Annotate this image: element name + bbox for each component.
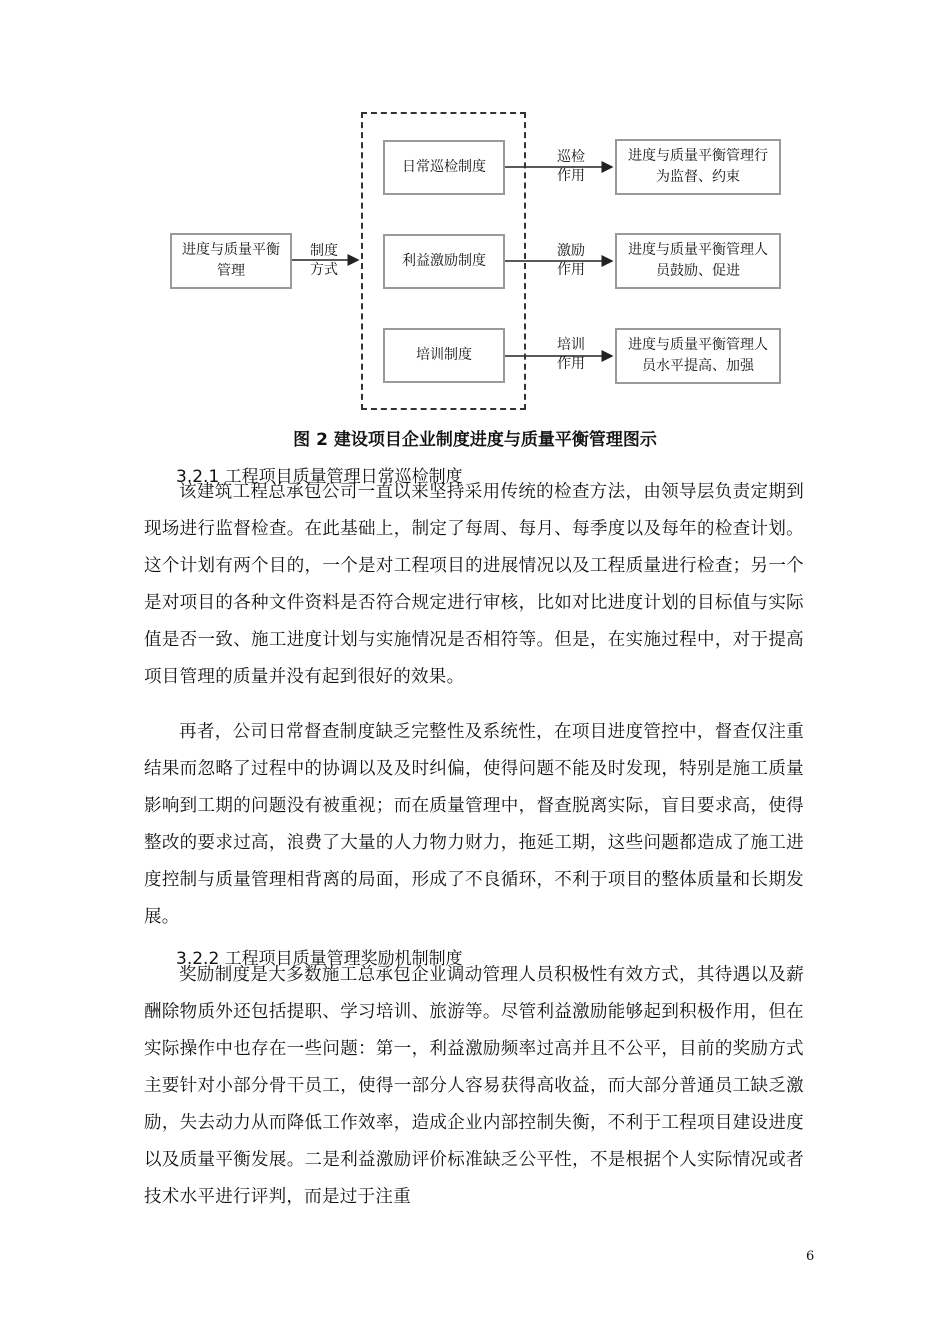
- arrow-label-training: 培训 作用: [557, 337, 585, 372]
- result-box-training: 进度与质量平衡管理人 员水平提高、加强: [615, 328, 781, 384]
- flow-diagram: [160, 110, 800, 420]
- arrow-label-inspection: 巡检 作用: [557, 149, 585, 184]
- source-box: 进度与质量平衡 管理: [170, 233, 292, 289]
- page-number: 6: [806, 1249, 815, 1264]
- system-box-inspection: 日常巡检制度: [383, 140, 505, 195]
- system-box-incentive: 利益激励制度: [383, 234, 505, 289]
- result-box-inspection: 进度与质量平衡管理行 为监督、约束: [615, 139, 781, 195]
- result-box-incentive: 进度与质量平衡管理人 员鼓励、促进: [615, 233, 781, 289]
- section-heading-3-2-1: 3.2.1 工程项目质量管理日常巡检制度: [176, 467, 463, 487]
- section-heading-3-2-2: 3.2.2 工程项目质量管理奖励机制制度: [176, 949, 463, 969]
- paragraph-inspection-1: 该建筑工程总承包公司一直以来坚持采用传统的检查方法，由领导层负责定期到现场进行监督检查。在此基础上，制定了每周、每月、每季度以及每年的检查计划。这个计划有两个目的，一个是对工程项目的进展情况以及工程质量进行检查；另一个是对项目的各种文件资料是否符合规定进行审核，比如对比进度计划的目标值与实际值是否一致、施工进度计划与实施情况是否相符等。但是，在实施过程中，对于提高项目管理的质量并没有起到很好的效果。: [144, 482, 804, 687]
- paragraph-inspection-2: 再者，公司日常督查制度缺乏完整性及系统性，在项目进度管控中，督查仅注重结果而忽略了过程中的协调以及及时纠偏，使得问题不能及时发现，特别是施工质量影响到工期的问题没有被重视；而在质量管理中，督查脱离实际，盲目要求高，使得整改的要求过高，浪费了大量的人力物力财力，拖延工期，这些问题都造成了施工进度控制与质量管理相背离的局面，形成了不良循环，不利于项目的整体质量和长期发展。: [144, 722, 804, 927]
- paragraph-incentive-1: 奖励制度是大多数施工总承包企业调动管理人员积极性有效方式，其待遇以及薪酬除物质外还包括提职、学习培训、旅游等。尽管利益激励能够起到积极作用，但在实际操作中也存在一些问题：第一，利益激励频率过高并且不公平，目前的奖励方式主要针对小部分骨干员工，使得一部分人容易获得高收益，而大部分普通员工缺乏激励，失去动力从而降低工作效率，造成企业内部控制失衡，不利于工程项目建设进度以及质量平衡发展。二是利益激励评价标准缺乏公平性，不是根据个人实际情况或者技术水平进行评判，而是过于注重: [144, 965, 804, 1207]
- arrow-label-incentive: 激励 作用: [557, 243, 585, 278]
- source-arrow-label: 制度 方式: [310, 243, 338, 278]
- figure-caption: 图 2 建设项目企业制度进度与质量平衡管理图示: [293, 430, 657, 450]
- system-box-training: 培训制度: [383, 328, 505, 383]
